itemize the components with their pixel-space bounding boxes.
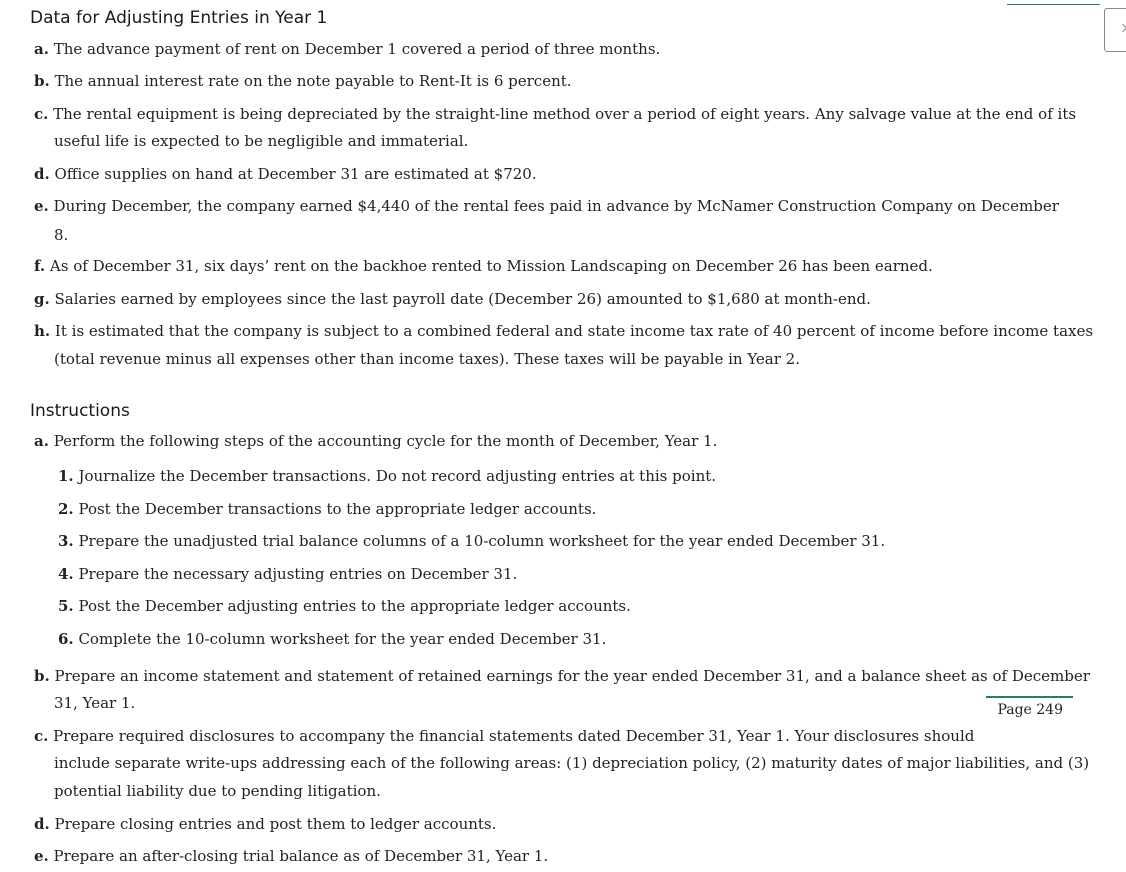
- data-item-c: c. The rental equipment is being depreciated by the straight-line method over a period of eight years. Any salvage value at the end of its: [34, 105, 1077, 123]
- instruction-step-6: 6. Complete the 10-column worksheet for the year ended December 31.: [58, 630, 607, 648]
- page-number-label: Page 249: [997, 702, 1063, 718]
- instruction-e: e. Prepare an after-closing trial balance as of December 31, Year 1.: [34, 847, 549, 865]
- instruction-step-4: 4. Prepare the necessary adjusting entries on December 31.: [58, 565, 518, 583]
- top-divider: [1007, 4, 1100, 5]
- instruction-step-1: 1. Journalize the December transactions. Do not record adjusting entries at this point.: [58, 467, 717, 485]
- instruction-b-line2: 31, Year 1.: [54, 694, 136, 712]
- data-heading: Data for Adjusting Entries in Year 1: [30, 8, 328, 28]
- instruction-step-5: 5. Post the December adjusting entries to the appropriate ledger accounts.: [58, 597, 631, 615]
- instruction-c: c. Prepare required disclosures to accompany the financial statements dated December 31, Year 1. Your disclosures should: [34, 727, 975, 745]
- data-item-e-line2: 8.: [54, 226, 69, 244]
- instructions-heading: Instructions: [30, 401, 130, 421]
- instruction-step-3: 3. Prepare the unadjusted trial balance columns of a 10-column worksheet for the year ended December 31.: [58, 532, 886, 550]
- data-item-f: f. As of December 31, six days’ rent on the backhoe rented to Mission Landscaping on December 26 has been earned.: [34, 257, 933, 275]
- data-item-h-line2: (total revenue minus all expenses other than income taxes). These taxes will be payable in Year 2.: [54, 350, 800, 368]
- data-item-a: a. The advance payment of rent on December 1 covered a period of three months.: [34, 40, 661, 58]
- collapse-toggle[interactable]: [1104, 8, 1126, 52]
- instruction-a: a. Perform the following steps of the accounting cycle for the month of December, Year 1.: [34, 432, 718, 450]
- page-number-marker: [986, 696, 1073, 722]
- instruction-b: b. Prepare an income statement and statement of retained earnings for the year ended December 31, and a balance sheet as of December: [34, 667, 1090, 685]
- instruction-c-line2: include separate write-ups addressing each of the following areas: (1) depreciation policy, (2) maturity dates of major liabilities, and (3): [54, 754, 1090, 772]
- instruction-c-line3: potential liability due to pending litigation.: [54, 782, 381, 800]
- data-item-h: h. It is estimated that the company is subject to a combined federal and state income tax rate of 40 percent of income before income taxes: [34, 322, 1094, 340]
- instruction-d: d. Prepare closing entries and post them to ledger accounts.: [34, 815, 497, 833]
- instruction-step-2: 2. Post the December transactions to the appropriate ledger accounts.: [58, 500, 597, 518]
- data-item-c-line2: useful life is expected to be negligible and immaterial.: [54, 132, 469, 150]
- data-item-d: d. Office supplies on hand at December 31 are estimated at $720.: [34, 165, 537, 183]
- data-item-e: e. During December, the company earned $4,440 of the rental fees paid in advance by McNamer Construction Company on December: [34, 197, 1059, 215]
- data-item-b: b. The annual interest rate on the note payable to Rent-It is 6 percent.: [34, 72, 572, 90]
- data-item-g: g. Salaries earned by employees since the last payroll date (December 26) amounted to $1,680 at month-end.: [34, 290, 871, 308]
- chevron-right-icon: [1119, 24, 1126, 32]
